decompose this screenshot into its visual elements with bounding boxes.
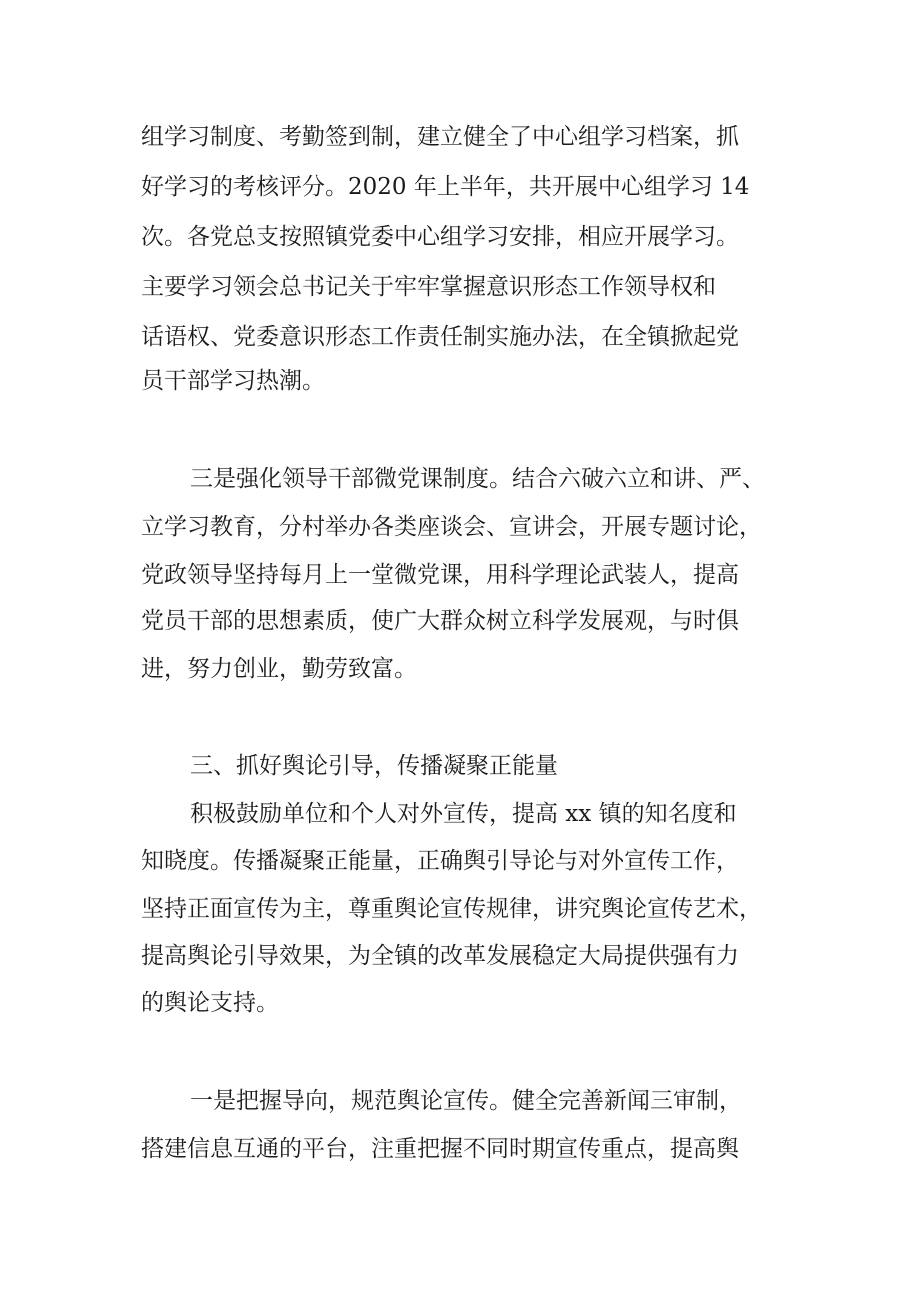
paragraph-1-line-5: 话语权、党委意识形态工作责任制实施办法，在全镇掀起党 bbox=[141, 324, 739, 350]
paragraph-3-line-1: 积极鼓励单位和个人对外宣传，提高 xx 镇的知名度和 bbox=[190, 801, 737, 827]
paragraph-2-line-5: 进，努力创业，勤劳致富。 bbox=[141, 656, 417, 682]
paragraph-1-line-3: 次。各党总支按照镇党委中心组学习安排，相应开展学习。 bbox=[141, 224, 739, 250]
paragraph-1-line-2: 好学习的考核评分。2020 年上半年，共开展中心组学习 14 bbox=[141, 174, 750, 200]
paragraph-1-line-1: 组学习制度、考勤签到制，建立健全了中心组学习档案，抓 bbox=[141, 124, 739, 150]
paragraph-3-line-4: 提高舆论引导效果，为全镇的改革发展稳定大局提供强有力 bbox=[141, 943, 739, 969]
paragraph-2-line-2: 立学习教育，分村举办各类座谈会、宣讲会，开展专题讨论， bbox=[141, 514, 762, 540]
paragraph-3-line-2: 知晓度。传播凝聚正能量，正确舆引导论与对外宣传工作， bbox=[141, 848, 739, 874]
paragraph-4-line-2: 搭建信息互通的平台，注重把握不同时期宣传重点，提高舆 bbox=[141, 1136, 739, 1162]
paragraph-1-line-6: 员干部学习热潮。 bbox=[141, 368, 325, 394]
paragraph-2-line-1: 三是强化领导干部微党课制度。结合六破六立和讲、严、 bbox=[190, 466, 765, 492]
paragraph-4-line-1: 一是把握导向，规范舆论宣传。健全完善新闻三审制， bbox=[190, 1088, 742, 1114]
paragraph-1-line-4: 主要学习领会总书记关于牢牢掌握意识形态工作领导权和 bbox=[141, 274, 716, 300]
section-heading-3: 三、抓好舆论引导，传播凝聚正能量 bbox=[190, 753, 558, 779]
paragraph-2-line-4: 党员干部的思想素质，使广大群众树立科学发展观，与时俱 bbox=[141, 608, 739, 634]
paragraph-2-line-3: 党政领导坚持每月上一堂微党课，用科学理论武装人，提高 bbox=[141, 562, 739, 588]
paragraph-3-line-3: 坚持正面宣传为主，尊重舆论宣传规律，讲究舆论宣传艺术， bbox=[141, 896, 762, 922]
paragraph-3-line-5: 的舆论支持。 bbox=[141, 990, 279, 1016]
